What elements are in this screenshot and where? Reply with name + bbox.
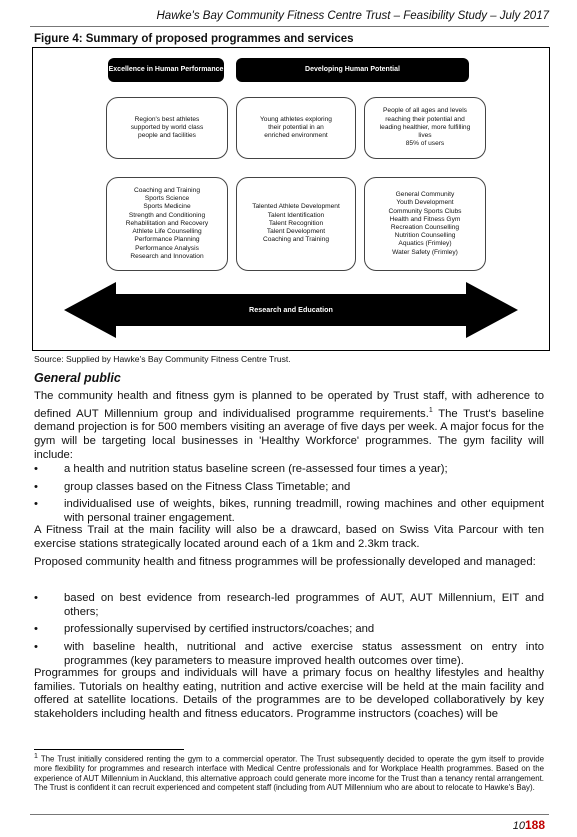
paragraph-3: Proposed community health and fitness programmes will be professionally developed and managed: (34, 556, 536, 568)
section-title: General public (34, 371, 121, 385)
excellence-header: Excellence in Human Performance (108, 58, 224, 82)
bottom-box-talent-text: Talented Athlete Development Talent Identification Talent Recognition Talent Development Coaching and Training (252, 203, 340, 244)
header-rule (30, 26, 549, 27)
bottom-box-elite-text: Coaching and Training Sports Science Sports Medicine Strength and Conditioning Rehabilitation and Recovery Athlete Life Counselling Performance Planning Performance Analysis Research and Innovation (125, 187, 209, 260)
footer-rule (30, 814, 549, 815)
top-box-young-text: Young athletes exploring their potential in an enriched environment (260, 115, 332, 140)
list-item: • group classes based on the Fitness Class Timetable; and (34, 481, 544, 495)
bottom-box-elite (106, 177, 228, 271)
top-box-community-text: People of all ages and levels reaching their potential and leading healthier, more fulfilling lives 85% of users (379, 107, 471, 148)
top-box-elite (106, 97, 228, 159)
top-box-elite-text: Region's best athletes supported by world class people and facilities (130, 115, 204, 140)
page-number-left: 10 (512, 820, 525, 832)
developing-header: Developing Human Potential (236, 58, 469, 82)
top-box-community (364, 97, 486, 159)
gym-features-list (34, 463, 544, 530)
page-number (513, 818, 545, 832)
bottom-box-community-text: General Community Youth Development Community Sports Clubs Health and Fitness Gym Recreation Counselling Nutrition Counselling Aquatics (Frimley) Water Safety (Frimley) (388, 191, 462, 256)
footnote-rule (34, 749, 184, 750)
paragraph-4: Programmes for groups and individuals will have a primary focus on healthy lifestyles and healthy families. Tutorials on healthy eating, nutrition and active exercise will be held at the main facility and offered at satellite locations. Details of the programmes are to be developed collaboratively by key stakeholders including health and fitness educators. Programme instructors (coaches) will be (34, 667, 544, 721)
paragraph-1-rest: The Trust's baseline demand projection is for 500 members visiting an average of five days per week. A major focus for the gym will be targeting local businesses in 'Healthy Workforce' programmes. The gym facility will include: (34, 407, 544, 461)
programme-list (34, 592, 544, 673)
footnote-mark: 1 (34, 753, 38, 760)
footnote-text: The Trust initially considered renting the gym to a commercial operator. The Trust subsequently decided to operate the gym itself to provide more flexibility for programmes and research interface with Medical Centre professionals and for Workplace Health programmes. Based on the experience of AUT Millennium in Auckland, this alternative approach could generate more income for the Trust than a tenancy rental arrangement. The Trust is confident it can recruit experienced and competent staff (including from AUT Millennium who are about to relocate to Hawke's Bay). (34, 754, 544, 793)
list-item: • a health and nutrition status baseline screen (re-assessed four times a year); (34, 463, 544, 477)
figure-title: Figure 4: Summary of proposed programmes and services (34, 33, 354, 45)
list-item: • professionally supervised by certified instructors/coaches; and (34, 623, 544, 637)
arrow-label: Research and Education (249, 305, 333, 314)
list-item: • with baseline health, nutritional and active exercise status assessment on entry into programmes (key parameters to measure improved health outcomes over time). (34, 641, 544, 668)
paragraph-1 (34, 390, 544, 462)
page-number-right: 188 (524, 818, 545, 832)
footnote-ref: 1 (428, 406, 433, 414)
list-item: • individualised use of weights, bikes, running treadmill, rowing machines and other equipment with personal trainer engagement. (34, 498, 544, 525)
footnote (34, 752, 544, 793)
bottom-box-community (364, 177, 486, 271)
paragraph-1-text: The community health and fitness gym is planned to be operated by Trust staff, with adherence to defined AUT Millennium group and individualised programme requirements. (34, 390, 544, 420)
top-box-young (236, 97, 356, 159)
figure-source: Source: Supplied by Hawke's Bay Community Fitness Centre Trust. (34, 354, 291, 364)
paragraph-2: A Fitness Trail at the main facility will also be a drawcard, based on Swiss Vita Parcour with ten exercise stations strategically located around each of a 1km and 2.3km track. (34, 524, 544, 550)
list-item: • based on best evidence from research-led programmes of AUT, AUT Millennium, EIT and others; (34, 592, 544, 619)
page-header: Hawke's Bay Community Fitness Centre Trust – Feasibility Study – July 2017 (156, 10, 549, 22)
bottom-box-talent (236, 177, 356, 271)
